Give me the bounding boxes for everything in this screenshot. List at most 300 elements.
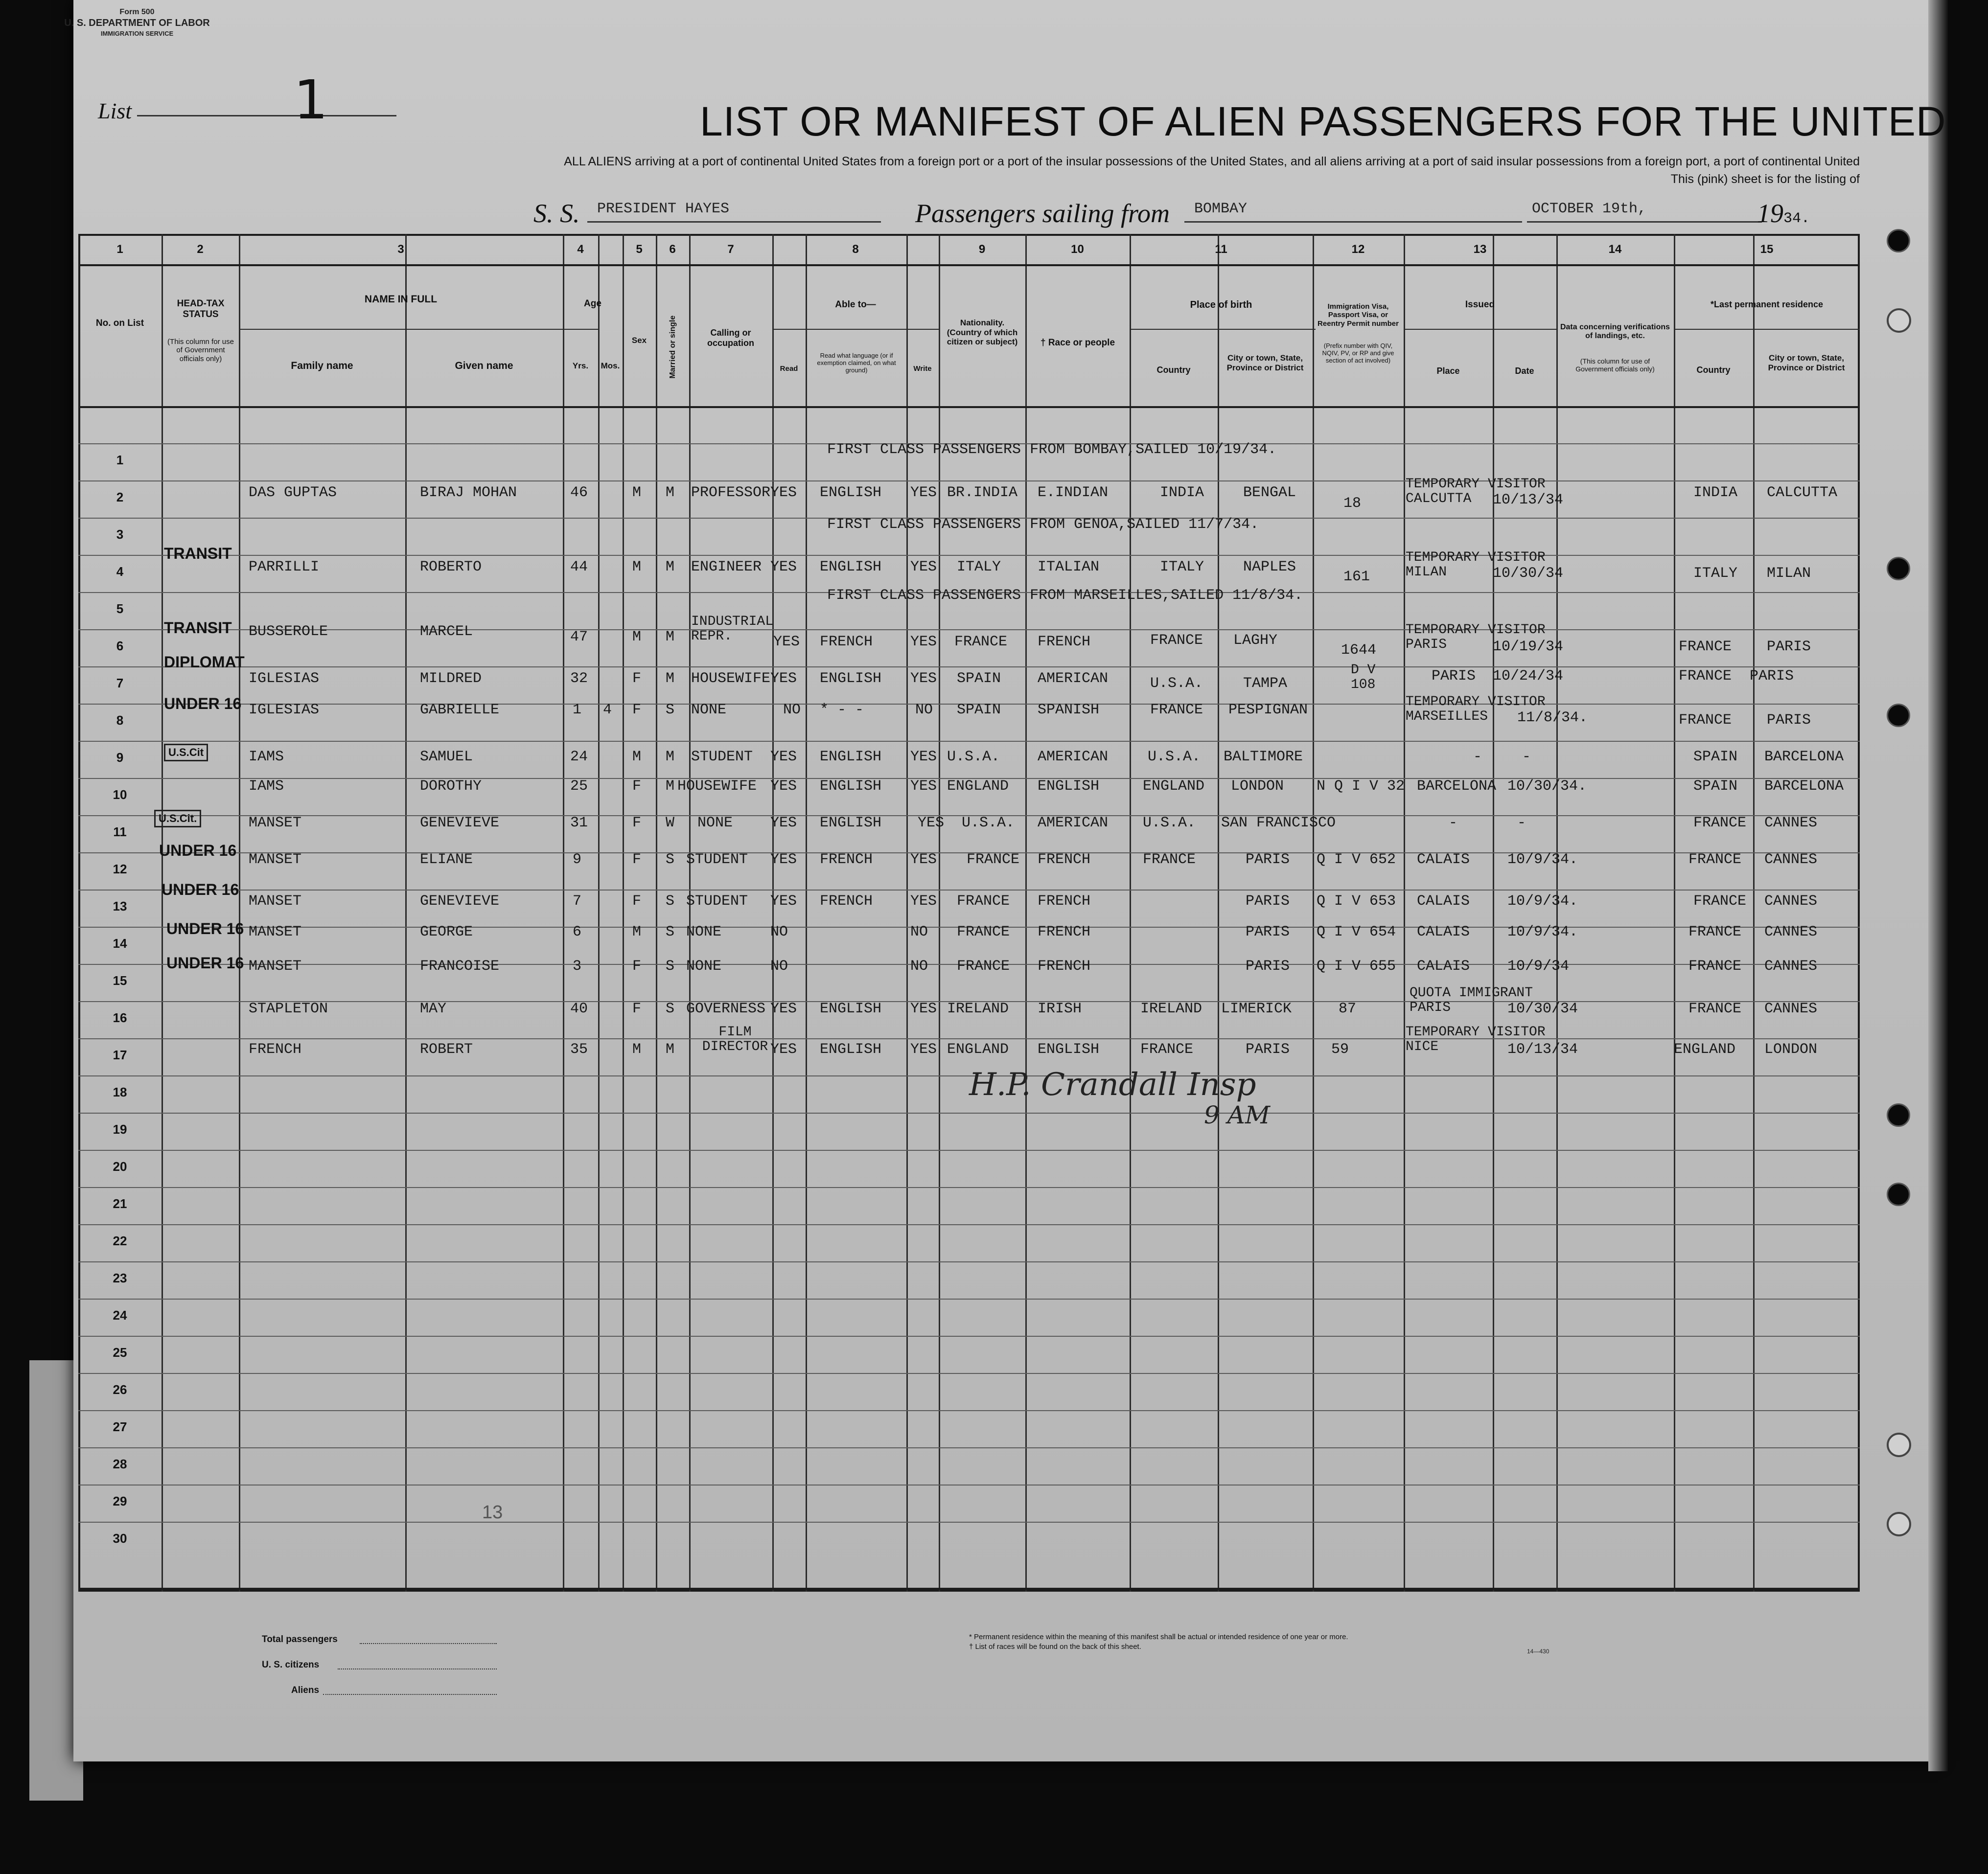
col-number: 15 <box>1760 243 1774 256</box>
family-name: STAPLETON <box>249 1001 328 1017</box>
given-name: FRANCOISE <box>420 958 500 975</box>
header-head-tax-note: (This column for use of Government officials only) <box>167 338 234 363</box>
row-rule <box>78 1447 1860 1448</box>
head-tax-status: UNDER 16 <box>162 881 239 898</box>
occupation: PROFESSOR <box>691 484 771 501</box>
binder-hole <box>1887 1433 1911 1457</box>
age-years: 6 <box>573 924 582 940</box>
race: FRENCH <box>1038 851 1091 868</box>
birth-city: PARIS <box>1246 924 1290 940</box>
row-number: 10 <box>113 787 127 802</box>
issued-date: 10/9/34 <box>1507 958 1570 975</box>
can-write: YES <box>910 1041 937 1058</box>
header-nationality: Nationality. (Country of which citizen or subject) <box>947 318 1018 347</box>
sailing-port: BOMBAY <box>1194 201 1248 217</box>
family-name: IAMS <box>249 749 284 765</box>
age-years: 1 <box>573 702 582 718</box>
birth-country: FRANCE <box>1140 1041 1194 1058</box>
race: IRISH <box>1038 1001 1082 1017</box>
row-number: 21 <box>113 1196 127 1211</box>
residence-country: INDIA <box>1693 484 1738 501</box>
list-label: List <box>98 98 132 123</box>
row-rule <box>78 629 1860 630</box>
header-no-on-list: No. on List <box>95 318 144 328</box>
col-divider <box>1493 234 1494 1592</box>
sailing-year <box>1757 198 1810 228</box>
header-able-to: Able to— <box>835 299 876 310</box>
col-divider <box>1556 234 1558 1592</box>
nationality: FRANCE <box>957 893 1010 910</box>
col-divider <box>1674 234 1675 1592</box>
birth-city: PARIS <box>1246 1041 1290 1058</box>
visa-number: D V 108 <box>1351 663 1376 692</box>
visa-number: 161 <box>1343 569 1370 585</box>
nationality: FRANCE <box>957 924 1010 940</box>
subtitle-line-1: ALL ALIENS arriving at a port of continental United States from a foreign port or a port of the insular possessions of the United States, and all aliens arriving at a port of said insular possessions from a foreign port, a port of continental United <box>564 155 1860 168</box>
col-number: 12 <box>1351 243 1365 256</box>
birth-city: LONDON <box>1231 778 1284 795</box>
family-name: MANSET <box>249 815 302 831</box>
age-months: 4 <box>603 702 612 718</box>
issued-place: QUOTA IMMIGRANT PARIS <box>1410 985 1533 1015</box>
form-identifier <box>64 7 210 39</box>
birth-country: U.S.A. <box>1148 749 1201 765</box>
issued-date: 10/13/34 <box>1493 492 1564 508</box>
manifest-table <box>78 234 1860 1592</box>
row-rule <box>78 1299 1860 1300</box>
row-number: 17 <box>113 1048 127 1062</box>
visa-number: Q I V 652 <box>1317 851 1396 868</box>
col-divider <box>162 234 163 1592</box>
marital-status: M <box>666 484 675 501</box>
age-years: 40 <box>570 1001 588 1017</box>
race: FRENCH <box>1038 958 1091 975</box>
birth-city: PARIS <box>1246 958 1290 975</box>
header-married-or-single: Married or single <box>668 315 677 379</box>
occupation: INDUSTRIAL REPR. <box>691 614 774 644</box>
nationality: FRANCE <box>967 851 1020 868</box>
given-name: MILDRED <box>420 670 482 687</box>
occupation: STUDENT <box>686 893 748 910</box>
issued-place: - <box>1473 749 1482 765</box>
race: FRENCH <box>1038 924 1091 940</box>
row-number: 6 <box>116 639 124 653</box>
port-underline <box>1184 221 1522 223</box>
sex: F <box>632 893 642 910</box>
sex: F <box>632 702 642 718</box>
issued-date: 10/24/34 <box>1493 668 1564 685</box>
row-number: 25 <box>113 1345 127 1360</box>
sex: F <box>632 1001 642 1017</box>
col-number: 7 <box>727 243 734 256</box>
visa-number: Q I V 653 <box>1317 893 1396 910</box>
marital-status: M <box>666 778 675 795</box>
col-number: 5 <box>636 243 643 256</box>
residence-country: FRANCE <box>1679 712 1732 729</box>
can-write: YES <box>910 778 937 795</box>
given-name: GENEVIEVE <box>420 815 500 831</box>
header-rule <box>1674 329 1860 330</box>
header-head-tax: HEAD-TAX STATUS <box>177 298 225 320</box>
row-number: 3 <box>116 527 124 542</box>
sex: F <box>632 778 642 795</box>
occupation: STUDENT <box>691 749 753 765</box>
inspector-signature: H.P. Crandall Insp <box>969 1067 1256 1103</box>
section-header-genoa: FIRST CLASS PASSENGERS FROM GENOA,SAILED 11/7/34. <box>827 516 1259 533</box>
issued-place: TEMPORARY VISITOR MILAN <box>1406 550 1546 580</box>
department-name: U. S. DEPARTMENT OF LABOR <box>64 18 210 28</box>
age-years: 47 <box>570 629 588 645</box>
residence-city: PARIS <box>1767 712 1811 729</box>
col-divider <box>656 234 657 1592</box>
residence-country: SPAIN <box>1693 778 1738 795</box>
row-number: 11 <box>113 824 127 839</box>
marital-status: S <box>666 702 675 718</box>
row-number: 4 <box>116 564 124 579</box>
residence-country: ENGLAND <box>1674 1041 1736 1058</box>
residence-city: PARIS <box>1767 639 1811 655</box>
birth-country: IRELAND <box>1140 1001 1202 1017</box>
can-read: YES <box>770 778 797 795</box>
head-tax-status: U.S.Cit. <box>154 810 201 827</box>
header-given-name: Given name <box>455 360 513 371</box>
residence-city: CALCUTTA <box>1767 484 1838 501</box>
nationality: BR.INDIA <box>947 484 1018 501</box>
issued-date: 10/9/34. <box>1507 924 1578 940</box>
ship-name: PRESIDENT HAYES <box>597 201 730 217</box>
issued-place: CALAIS <box>1417 958 1470 975</box>
language: ENGLISH <box>820 559 882 575</box>
age-years: 46 <box>570 484 588 501</box>
header-age: Age <box>584 298 601 309</box>
nationality: ITALY <box>957 559 1001 575</box>
birth-city: PARIS <box>1246 893 1290 910</box>
family-name: MANSET <box>249 958 302 975</box>
form-number: Form 500 <box>119 8 155 16</box>
issued-date: 10/13/34 <box>1507 1041 1578 1058</box>
can-write: YES <box>910 851 937 868</box>
row-number: 7 <box>116 676 124 690</box>
can-read: YES <box>770 815 797 831</box>
can-read: NO <box>783 702 801 718</box>
list-number: 1 <box>294 69 328 131</box>
birth-city: PARIS <box>1246 851 1290 868</box>
race: AMERICAN <box>1038 815 1109 831</box>
visa-number: 1644 <box>1341 642 1377 659</box>
issued-place: BARCELONA <box>1417 778 1497 795</box>
marital-status: S <box>666 893 675 910</box>
row-number: 27 <box>113 1419 127 1434</box>
birth-city: PESPIGNAN <box>1228 702 1308 718</box>
given-name: GEORGE <box>420 924 473 940</box>
occupation: GOVERNESS <box>686 1001 766 1017</box>
can-write: NO <box>915 702 933 718</box>
sex: F <box>632 670 642 687</box>
row-rule <box>78 1113 1860 1114</box>
issued-place: CALAIS <box>1417 924 1470 940</box>
head-tax-status: DIPLOMAT <box>164 653 245 671</box>
can-read: NO <box>770 924 788 940</box>
row-rule <box>78 1336 1860 1337</box>
can-read: YES <box>770 851 797 868</box>
binder-hole <box>1887 557 1910 580</box>
issued-date: - <box>1517 815 1526 831</box>
race: AMERICAN <box>1038 670 1109 687</box>
binder-hole <box>1887 704 1910 727</box>
can-read: NO <box>770 958 788 975</box>
col-divider <box>806 234 807 1592</box>
age-years: 32 <box>570 670 588 687</box>
issued-place: CALAIS <box>1417 893 1470 910</box>
col-divider <box>1130 234 1131 1592</box>
given-name: MARCEL <box>420 623 473 640</box>
birth-country: ITALY <box>1160 559 1204 575</box>
col-divider <box>405 234 407 1592</box>
age-years: 44 <box>570 559 588 575</box>
inspection-time: 9 AM <box>1204 1101 1271 1129</box>
row-rule <box>78 1261 1860 1262</box>
birth-city: NAPLES <box>1243 559 1296 575</box>
birth-country: INDIA <box>1160 484 1204 501</box>
binder-hole <box>1887 308 1911 333</box>
residence-country: FRANCE <box>1693 893 1747 910</box>
header-birth-city: City or town, State, Province or District <box>1226 353 1304 372</box>
issued-date: 10/19/34 <box>1493 639 1564 655</box>
language: ENGLISH <box>820 749 882 765</box>
residence-city: CANNES <box>1764 815 1818 831</box>
sex: M <box>632 484 642 501</box>
age-years: 25 <box>570 778 588 795</box>
family-name: FRENCH <box>249 1041 302 1058</box>
language: FRENCH <box>820 851 873 868</box>
given-name: DOROTHY <box>420 778 482 795</box>
issued-date: 11/8/34. <box>1517 709 1588 726</box>
col-number: 4 <box>577 243 584 256</box>
occupation: FILM DIRECTOR <box>702 1025 768 1054</box>
sailing-date: OCTOBER 19th, <box>1532 201 1647 217</box>
sex: M <box>632 924 642 940</box>
header-read: Read <box>780 365 798 373</box>
given-name: ROBERTO <box>420 559 482 575</box>
nationality: FRANCE <box>957 958 1010 975</box>
age-years: 35 <box>570 1041 588 1058</box>
row-number: 5 <box>116 601 124 616</box>
header-rule <box>1404 329 1556 330</box>
issued-place: PARIS <box>1432 668 1476 685</box>
marital-status: M <box>666 749 675 765</box>
col-number: 8 <box>852 243 859 256</box>
table-bottom-rule <box>78 1588 1860 1590</box>
residence-country: FRANCE <box>1679 639 1732 655</box>
total-passengers-label: Total passengers <box>262 1634 338 1645</box>
family-name: MANSET <box>249 893 302 910</box>
head-tax-status: UNDER 16 <box>159 842 237 859</box>
subtitle <box>372 153 1860 188</box>
marital-status: M <box>666 1041 675 1058</box>
col-number: 10 <box>1071 243 1084 256</box>
occupation: HOUSEWIFE <box>691 670 771 687</box>
col-divider <box>689 234 691 1592</box>
nationality: FRANCE <box>954 634 1008 650</box>
birth-city: SAN FRANCISCO <box>1221 815 1336 831</box>
occupation: NONE <box>686 958 722 975</box>
us-citizens-line <box>338 1668 497 1669</box>
row-number: 8 <box>116 713 124 728</box>
head-tax-status: TRANSIT <box>164 619 232 637</box>
can-write: NO <box>910 924 928 940</box>
can-read: YES <box>770 1001 797 1017</box>
birth-country: U.S.A. <box>1150 675 1203 692</box>
binder-hole <box>1887 1183 1910 1206</box>
row-number: 22 <box>113 1234 127 1248</box>
can-read: YES <box>770 893 797 910</box>
residence-city: PARIS <box>1750 668 1794 685</box>
nationality: ENGLAND <box>947 778 1009 795</box>
sailing-label: Passengers sailing from <box>915 199 1170 228</box>
col-number: 3 <box>397 243 404 256</box>
residence-city: CANNES <box>1764 958 1818 975</box>
issued-date: 10/9/34. <box>1507 893 1578 910</box>
header-race: † Race or people <box>1040 338 1115 348</box>
birth-country: FRANCE <box>1143 851 1196 868</box>
head-tax-status: UNDER 16 <box>166 920 244 937</box>
birth-country: U.S.A. <box>1143 815 1196 831</box>
row-number: 24 <box>113 1308 127 1323</box>
race: FRENCH <box>1038 893 1091 910</box>
age-years: 3 <box>573 958 582 975</box>
year-suffix: 34. <box>1783 210 1810 227</box>
language: FRENCH <box>820 634 873 650</box>
head-tax-status: UNDER 16 <box>164 695 242 712</box>
family-name: IAMS <box>249 778 284 795</box>
residence-city: CANNES <box>1764 851 1818 868</box>
given-name: GABRIELLE <box>420 702 500 718</box>
sex: M <box>632 1041 642 1058</box>
row-number: 23 <box>113 1271 127 1285</box>
footnote-races: † List of races will be found on the back of this sheet. <box>969 1643 1141 1651</box>
row-rule <box>78 741 1860 742</box>
birth-country: ENGLAND <box>1143 778 1205 795</box>
given-name: MAY <box>420 1001 447 1017</box>
nationality: ENGLAND <box>947 1041 1009 1058</box>
issued-place: - <box>1449 815 1458 831</box>
birth-city: TAMPA <box>1243 675 1288 692</box>
marital-status: S <box>666 1001 675 1017</box>
age-years: 7 <box>573 893 582 910</box>
row-number: 14 <box>113 936 127 951</box>
visa-number: 18 <box>1343 495 1362 512</box>
row-number: 18 <box>113 1085 127 1099</box>
issued-date: - <box>1522 749 1531 765</box>
birth-country: FRANCE <box>1150 632 1203 649</box>
header-landings-note: (This column for use of Government officials only) <box>1575 357 1655 373</box>
header-sex: Sex <box>631 336 647 345</box>
can-write: YES <box>910 1001 937 1017</box>
header-family-name: Family name <box>291 360 353 371</box>
header-landings: Data concerning verifications of landings, etc. <box>1560 323 1670 341</box>
aliens-label: Aliens <box>291 1685 320 1695</box>
residence-country: FRANCE <box>1679 668 1732 685</box>
header-write: Write <box>913 365 932 373</box>
total-passengers-line <box>360 1643 497 1644</box>
given-name: GENEVIEVE <box>420 893 500 910</box>
given-name: ELIANE <box>420 851 473 868</box>
footnotes <box>969 1632 1348 1652</box>
given-name: ROBERT <box>420 1041 473 1058</box>
residence-country: FRANCE <box>1688 924 1742 940</box>
year-prefix: 19 <box>1757 199 1783 228</box>
header-issued-place: Place <box>1436 366 1460 376</box>
visa-number: Q I V 654 <box>1317 924 1396 940</box>
binder-hole <box>1887 1512 1911 1536</box>
header-rule <box>239 329 572 330</box>
race: ENGLISH <box>1038 778 1100 795</box>
given-name: SAMUEL <box>420 749 473 765</box>
occupation: STUDENT <box>686 851 748 868</box>
visa-number: Q I V 655 <box>1317 958 1396 975</box>
col-divider <box>623 234 624 1592</box>
head-tax-status: TRANSIT <box>164 545 232 562</box>
family-name: IGLESIAS <box>249 670 320 687</box>
residence-city: CANNES <box>1764 1001 1818 1017</box>
footnote-residence: * Permanent residence within the meaning of this manifest shall be actual or intended residence of one year or more. <box>969 1633 1348 1641</box>
issued-date: 10/9/34. <box>1507 851 1578 868</box>
header-visa-note: (Prefix number with QIV, NQIV, PV, or RP and give section of act involved) <box>1322 342 1394 364</box>
sheet-right-edge <box>1928 0 1948 1771</box>
section-header-marseilles: FIRST CLASS PASSENGERS FROM MARSEILLES,SAILED 11/8/34. <box>827 587 1303 604</box>
race: ENGLISH <box>1038 1041 1100 1058</box>
header-rule <box>563 329 598 330</box>
row-number: 1 <box>116 453 124 467</box>
col-number: 2 <box>197 243 204 256</box>
col-divider <box>1025 234 1027 1592</box>
can-write: YES <box>910 484 937 501</box>
subtitle-line-2: This (pink) sheet is for the listing of <box>1670 172 1860 186</box>
section-header-bombay: FIRST CLASS PASSENGERS FROM BOMBAY,SAILED 10/19/34. <box>827 441 1277 458</box>
row-number: 28 <box>113 1457 127 1471</box>
header-rule <box>772 329 939 330</box>
ship-underline <box>587 221 881 223</box>
row-number: 29 <box>113 1494 127 1508</box>
us-citizens-label: U. S. citizens <box>262 1660 320 1670</box>
nationality: U.S.A. <box>962 815 1015 831</box>
given-name: BIRAJ MOHAN <box>420 484 517 501</box>
date-underline <box>1527 221 1762 223</box>
col-number: 13 <box>1473 243 1487 256</box>
row-rule <box>78 1038 1860 1039</box>
header-place-of-birth: Place of birth <box>1190 299 1252 310</box>
language: FRENCH <box>820 893 873 910</box>
sex: M <box>632 629 642 645</box>
row-number: 30 <box>113 1531 127 1546</box>
birth-city: BENGAL <box>1243 484 1296 501</box>
can-write: YES <box>910 670 937 687</box>
can-write: YES <box>910 749 937 765</box>
can-write: YES <box>910 559 937 575</box>
issued-date: 10/30/34 <box>1493 565 1564 582</box>
nationality: IRELAND <box>947 1001 1009 1017</box>
family-name: MANSET <box>249 924 302 940</box>
residence-city: MILAN <box>1767 565 1811 582</box>
header-name-in-full: NAME IN FULL <box>364 294 438 305</box>
residence-country: FRANCE <box>1688 958 1742 975</box>
aliens-line <box>323 1694 497 1695</box>
header-rule <box>78 264 1860 266</box>
row-rule <box>78 1410 1860 1411</box>
col-divider <box>1218 234 1219 1592</box>
col-divider <box>563 234 564 1592</box>
header-res-city: City or town, State, Province or District <box>1768 353 1845 372</box>
